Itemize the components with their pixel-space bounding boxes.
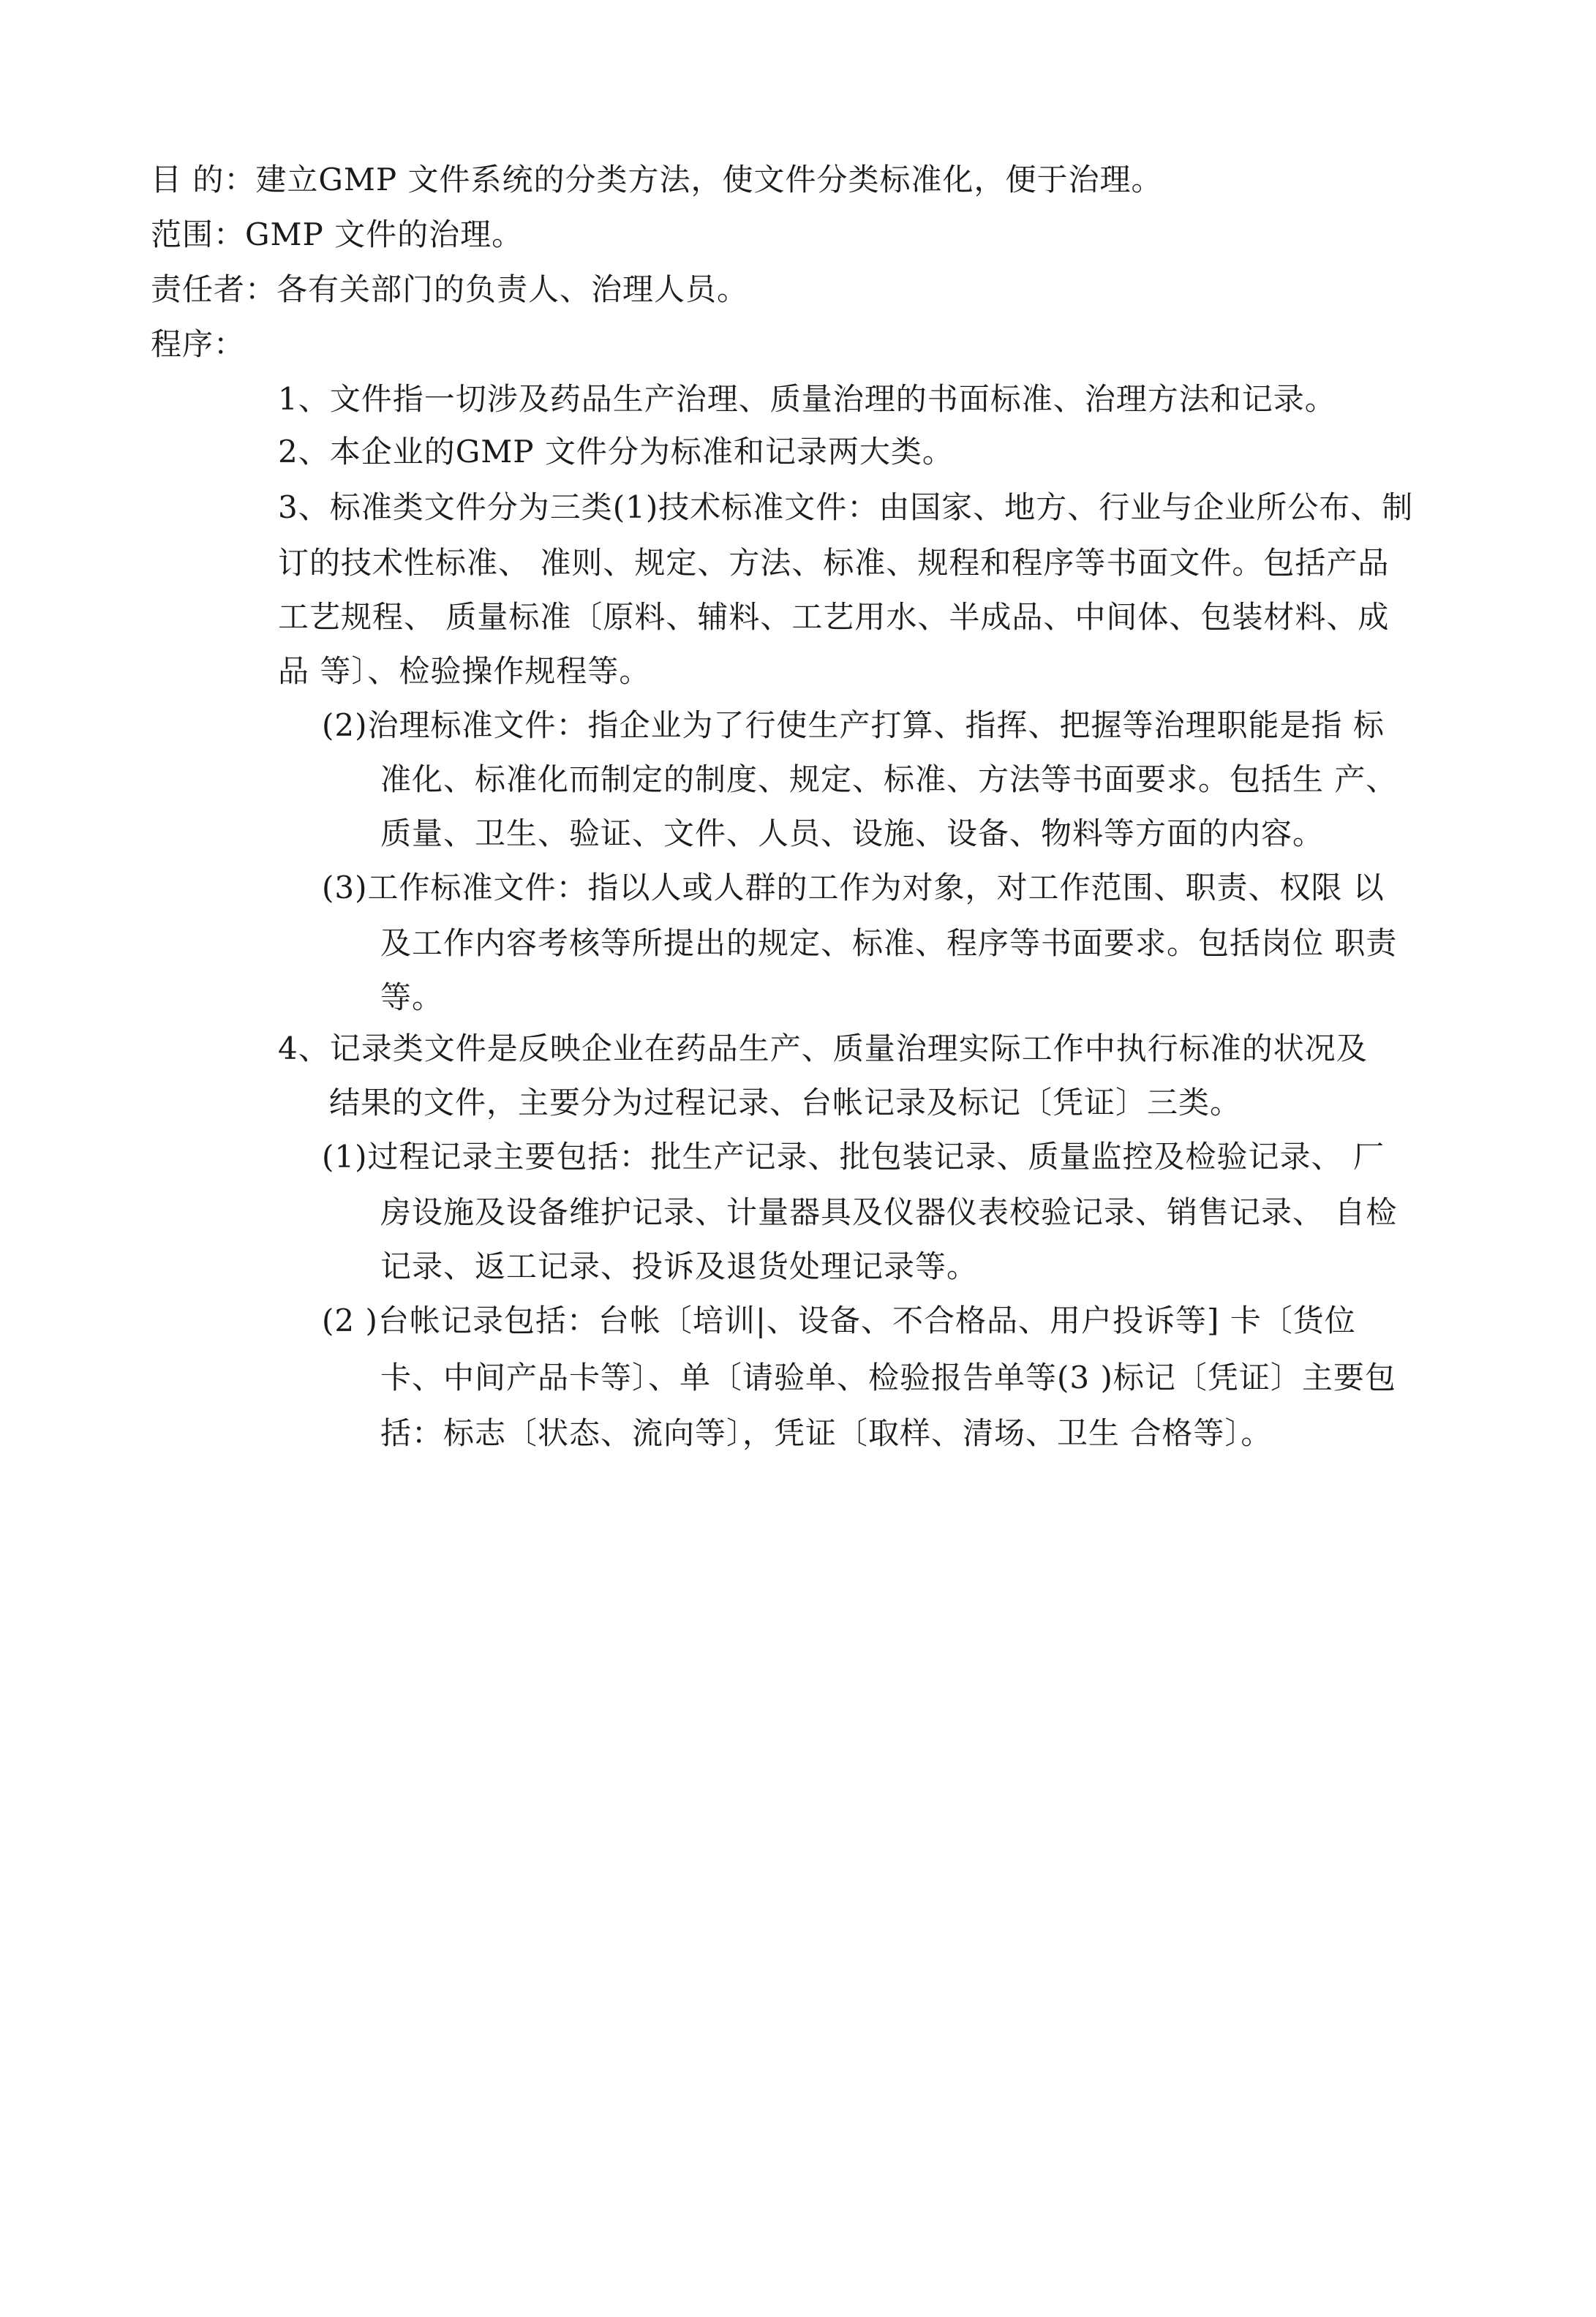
purpose-line: 目 的：建立GMP 文件系统的分类方法，使文件分类标准化，便于治理。: [151, 162, 1163, 197]
item-3-sub-3-line-1: (3)工作标准文件：指以人或人群的工作为对象，对工作范围、职责、权限 以: [322, 870, 1385, 905]
item-3-sub-2-line-2: 准化、标准化而制定的制度、规定、标准、方法等书面要求。包括生 产、: [380, 761, 1398, 797]
item-4-sub-1-line-2: 房设施及设备维护记录、计量器具及仪器仪表校验记录、销售记录、 自检: [380, 1194, 1398, 1230]
item-3-line-1: 3、标准类文件分为三类(1)技术标准文件：由国家、地方、行业与企业所公布、制: [278, 489, 1414, 525]
item-4-sub-1-line-3: 记录、返工记录、投诉及退货处理记录等。: [380, 1248, 979, 1284]
item-4-sub-1-line-1: (1)过程记录主要包括：批生产记录、批包装记录、质量监控及检验记录、 厂: [322, 1139, 1385, 1175]
item-1: 1、文件指一切涉及药品生产治理、质量治理的书面标准、治理方法和记录。: [278, 381, 1336, 417]
item-3-line-3: 工艺规程、 质量标准〔原料、辅料、工艺用水、半成品、中间体、包装材料、成: [278, 599, 1390, 635]
item-4-sub-2-line-1: (2 )台帐记录包括：台帐〔培训|、设备、不合格品、用户投诉等] 卡〔货位: [322, 1303, 1356, 1338]
item-3-sub-3-line-2: 及工作内容考核等所提出的规定、标准、程序等书面要求。包括岗位 职责: [380, 925, 1398, 961]
item-4-sub-2-line-2: 卡、中间产品卡等〕、单〔请验单、检验报告单等(3 )标记〔凭证〕主要包: [380, 1360, 1396, 1395]
item-3-sub-3-line-3: 等。: [380, 979, 444, 1015]
item-3-line-2: 订的技术性标准、 准则、规定、方法、标准、规程和程序等书面文件。包括产品: [278, 545, 1390, 581]
item-4-sub-2-line-3: 括：标志〔状态、流向等〕，凭证〔取样、清场、卫生 合格等〕。: [380, 1415, 1273, 1451]
item-2: 2、本企业的GMP 文件分为标准和记录两大类。: [278, 434, 954, 470]
item-4-line-1: 4、记录类文件是反映企业在药品生产、质量治理实际工作中执行标准的状况及: [278, 1031, 1368, 1066]
responsible-line: 责任者：各有关部门的负责人、治理人员。: [151, 271, 749, 307]
item-3-sub-2-line-3: 质量、卫生、验证、文件、人员、设施、设备、物料等方面的内容。: [380, 815, 1325, 851]
item-3-sub-2-line-1: (2)治理标准文件：指企业为了行使生产打算、指挥、把握等治理职能是指 标: [322, 707, 1385, 743]
item-4-line-2: 结果的文件，主要分为过程记录、台帐记录及标记〔凭证〕三类。: [329, 1085, 1242, 1120]
scope-line: 范围：GMP 文件的治理。: [151, 216, 524, 252]
item-3-line-4: 品 等〕、检验操作规程等。: [278, 653, 651, 689]
procedure-heading: 程序：: [151, 326, 246, 362]
